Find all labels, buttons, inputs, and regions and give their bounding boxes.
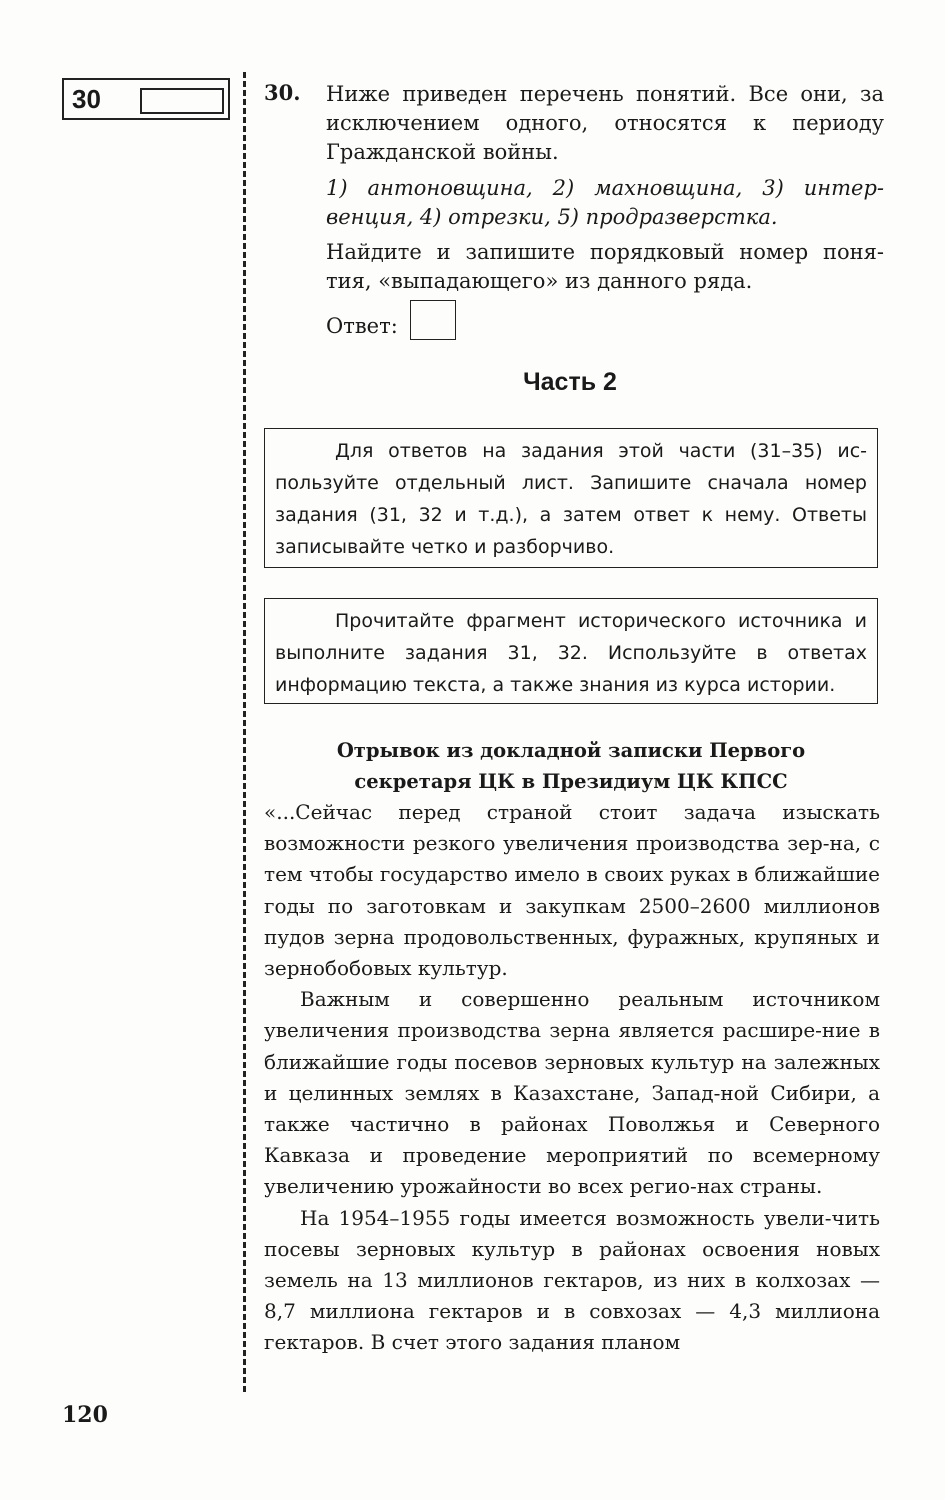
task-intro: Ниже приведен перечень понятий. Все они, за исключением одного, относятся к периоду Гражданской войны. <box>326 82 884 164</box>
source-title-line-1: Отрывок из докладной записки Первого <box>336 739 806 762</box>
task-instruction: Найдите и запишите порядковый номер поня-тия, «выпадающего» из данного ряда. <box>326 240 884 293</box>
page-number: 120 <box>62 1402 108 1428</box>
source-instructions-box <box>264 598 878 704</box>
answer-field-number: 30 <box>72 84 101 114</box>
answer-label: Ответ: <box>326 314 398 338</box>
source-paragraph: На 1954–1955 годы имеется возможность увели-чить посевы зерновых культур в районах освоения новых земель на 13 миллионов гектаров, из них в колхозах — 8,7 миллиона гектаров и в совхозах — 4,3 миллиона гектаров. В счет этого задания планом <box>264 1205 880 1355</box>
task-items: 1) антоновщина, 2) махновщина, 3) интер-венция, 4) отрезки, 5) продразверстка. <box>326 176 884 229</box>
source-paragraph: Важным и совершенно реальным источником увеличения производства зерна является расшире-ние в ближайшие годы посевов зерновых культур на залежных и целинных землях в Казахстане, Запад-ной Сибири, а также частично в районах Поволжья и Северного Кавказа и проведение мероприятий по всемерному увеличению урожайности во всех регио-нах страны. <box>264 987 880 1199</box>
answer-field-30 <box>62 78 230 120</box>
instructions-text: Для ответов на задания этой части (31–35) ис-пользуйте отдельный лист. Запишите сначала номер задания (31, 32 и т.д.), а затем ответ к нему. Ответы записывайте четко и разборчиво. <box>275 440 867 558</box>
source-title-line-2: секретаря ЦК в Президиум ЦК КПСС <box>354 770 788 793</box>
source-instructions-text: Прочитайте фрагмент исторического источника и выполните задания 31, 32. Используйте в ответах информацию текста, а также знания из курса истории. <box>275 610 867 696</box>
answer-row <box>326 312 456 340</box>
source-paragraph: «...Сейчас перед страной стоит задача изыскать возможности резкого увеличения производства зер-на, с тем чтобы государство имело в своих руках в ближайшие годы по заготовкам и закупкам 2500–2600 миллионов пудов зерна продовольственных, фуражных, крупяных и зернобобовых культур. <box>264 800 880 981</box>
instructions-box <box>264 428 878 568</box>
margin-cut-line <box>243 72 246 1392</box>
source-text <box>264 797 880 1359</box>
answer-box[interactable] <box>410 300 456 340</box>
source-title <box>264 735 878 797</box>
task-number: 30. <box>264 80 301 105</box>
part-heading: Часть 2 <box>523 368 617 396</box>
answer-field-cell[interactable] <box>140 88 224 114</box>
